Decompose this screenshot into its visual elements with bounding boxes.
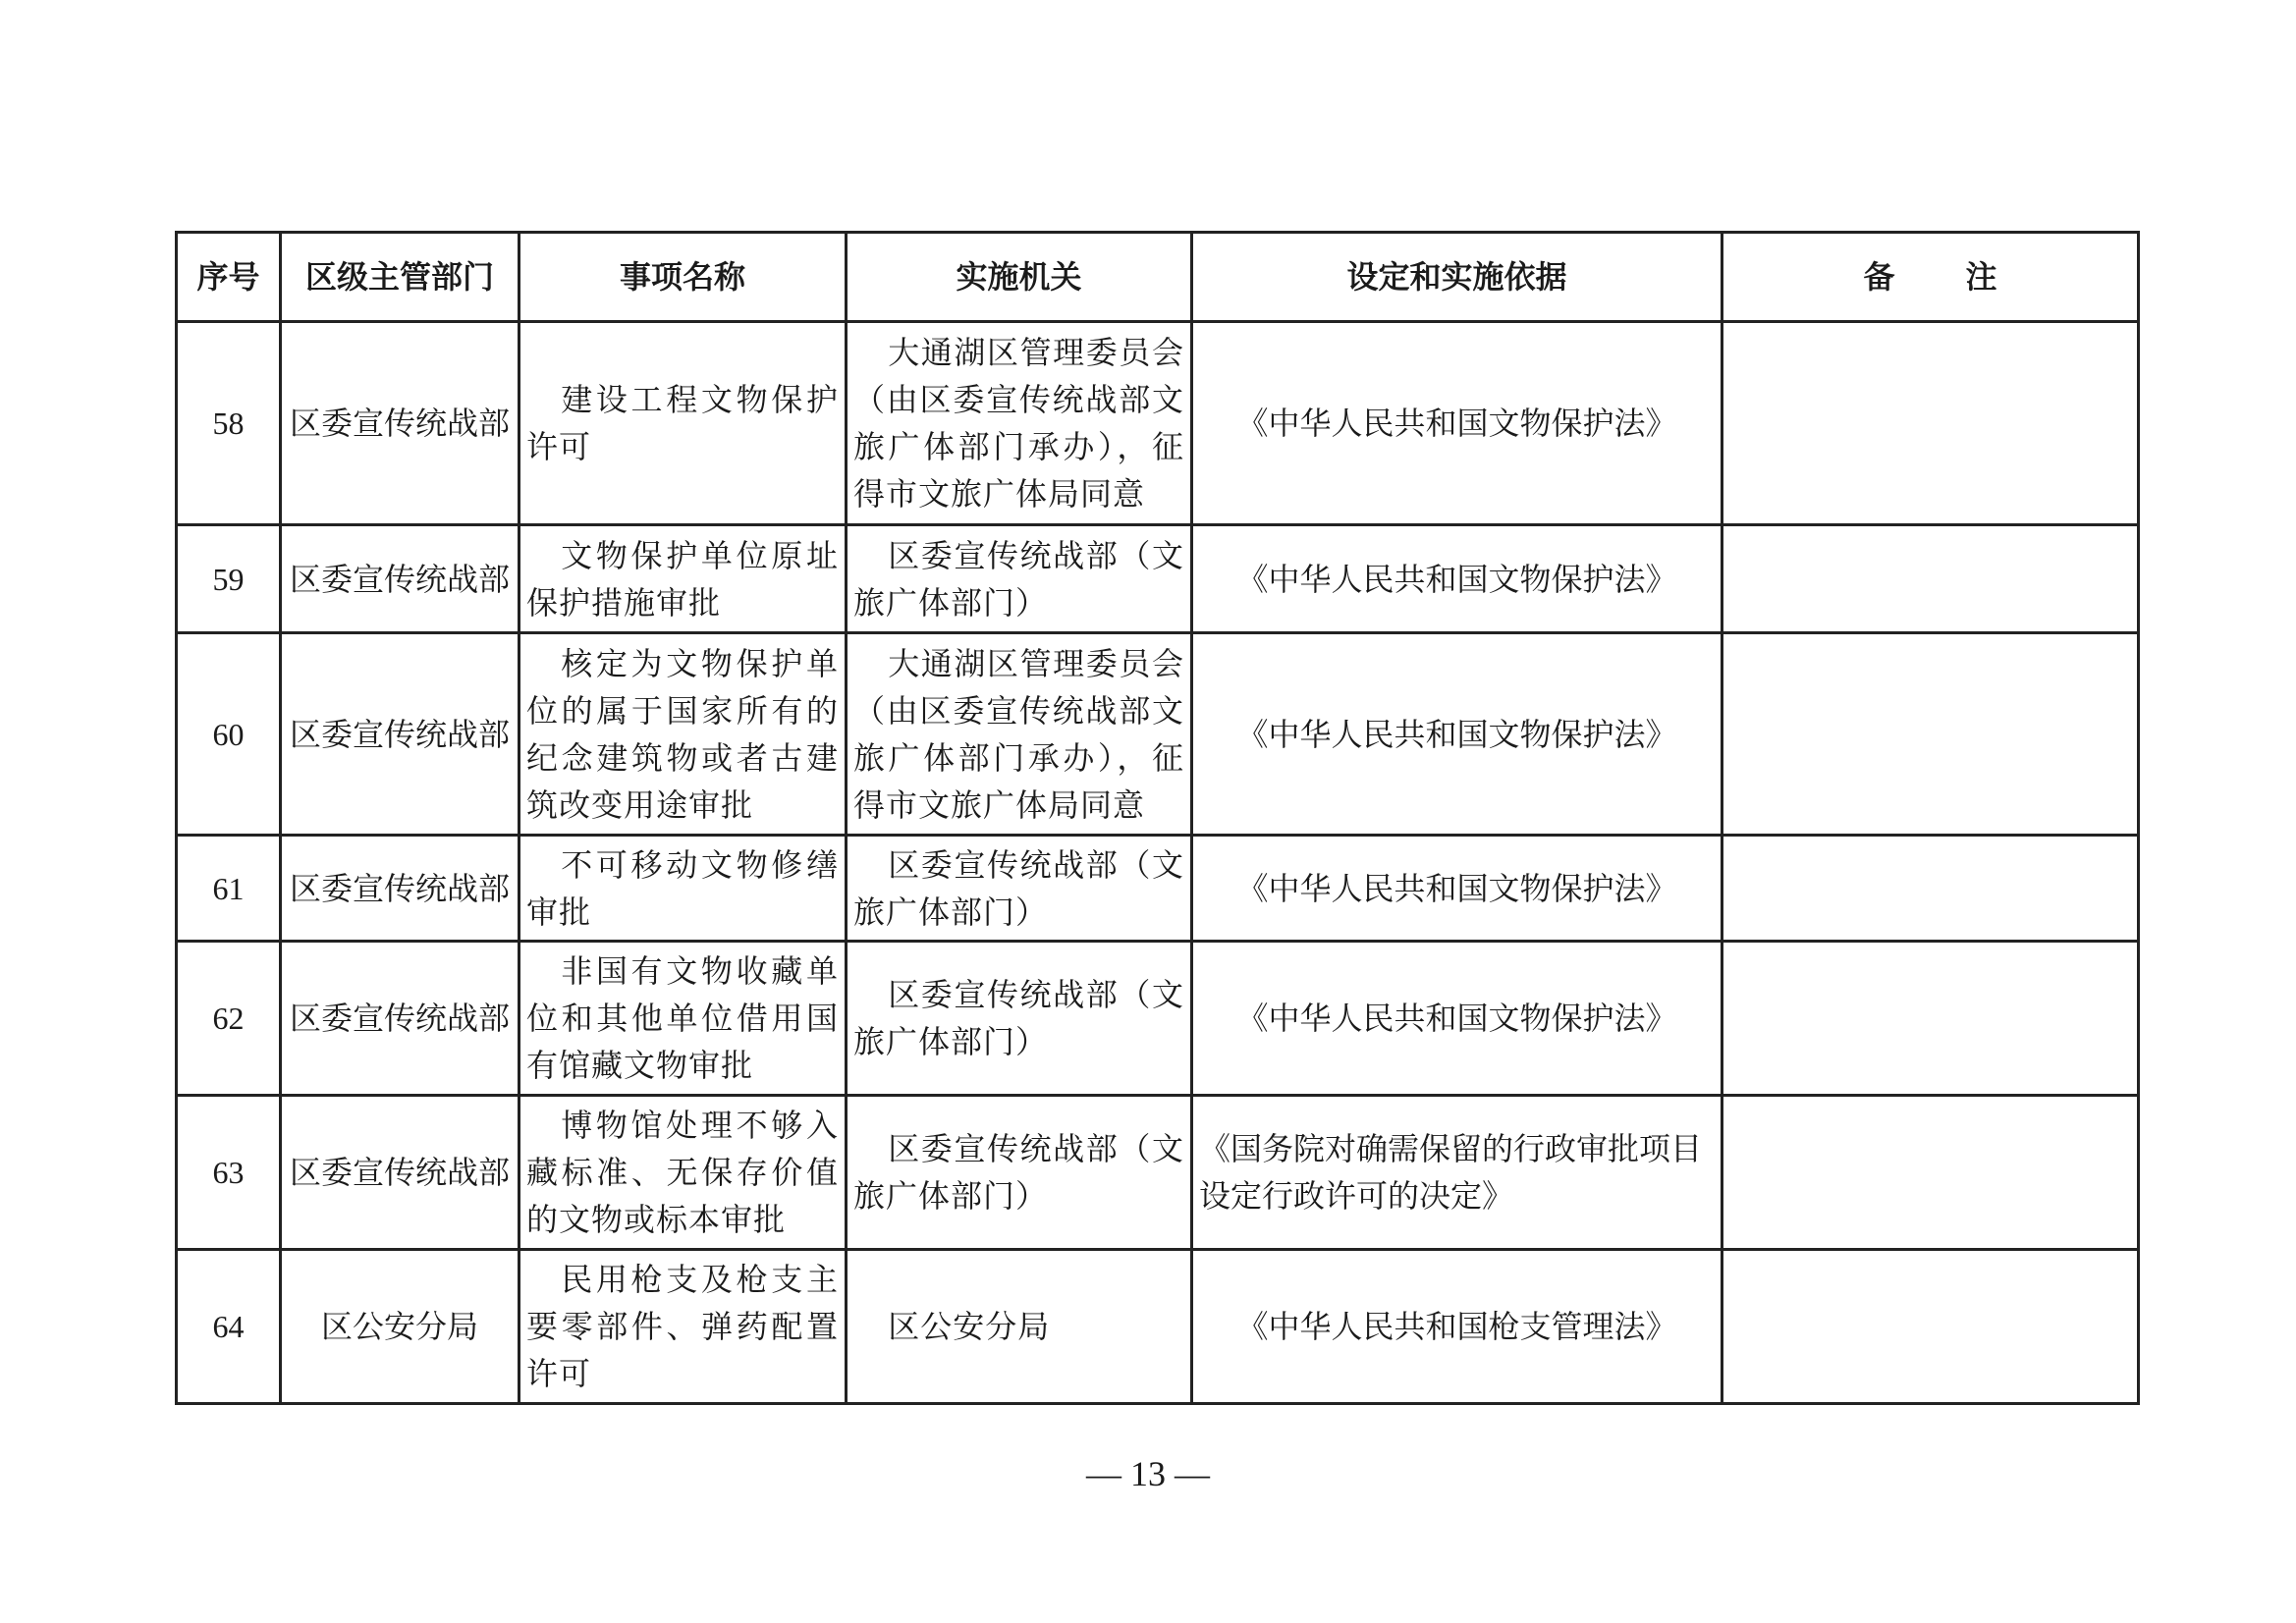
row-legal-basis: 《中华人民共和国文物保护法》	[1192, 633, 1722, 836]
row-implementing-agency: 区委宣传统战部（文旅广体部门）	[847, 836, 1192, 942]
row-remarks	[1722, 633, 2139, 836]
row-legal-basis: 《中华人民共和国文物保护法》	[1192, 322, 1722, 525]
row-department: 区委宣传统战部	[281, 836, 519, 942]
header-remarks: 备注	[1722, 233, 2139, 322]
header-implementing-agency: 实施机关	[847, 233, 1192, 322]
header-item-name: 事项名称	[519, 233, 847, 322]
row-remarks	[1722, 525, 2139, 633]
approval-items-table-container	[175, 231, 2140, 1405]
row-implementing-agency: 区委宣传统战部（文旅广体部门）	[847, 525, 1192, 633]
row-serial-number: 63	[177, 1096, 281, 1250]
table-row	[177, 525, 2139, 633]
row-item-name: 民用枪支及枪支主要零部件、弹药配置许可	[519, 1250, 847, 1404]
row-legal-basis: 《中华人民共和国文物保护法》	[1192, 525, 1722, 633]
table-row	[177, 1250, 2139, 1404]
table-row	[177, 942, 2139, 1096]
row-department: 区委宣传统战部	[281, 525, 519, 633]
row-implementing-agency: 大通湖区管理委员会（由区委宣传统战部文旅广体部门承办），征得市文旅广体局同意	[847, 633, 1192, 836]
row-item-name: 文物保护单位原址保护措施审批	[519, 525, 847, 633]
row-serial-number: 61	[177, 836, 281, 942]
row-serial-number: 62	[177, 942, 281, 1096]
row-item-name: 非国有文物收藏单位和其他单位借用国有馆藏文物审批	[519, 942, 847, 1096]
table-row	[177, 322, 2139, 525]
header-district-department: 区级主管部门	[281, 233, 519, 322]
header-legal-basis: 设定和实施依据	[1192, 233, 1722, 322]
row-item-name: 不可移动文物修缮审批	[519, 836, 847, 942]
row-legal-basis: 《国务院对确需保留的行政审批项目设定行政许可的决定》	[1192, 1096, 1722, 1250]
row-item-name: 建设工程文物保护许可	[519, 322, 847, 525]
row-legal-basis: 《中华人民共和国枪支管理法》	[1192, 1250, 1722, 1404]
row-department: 区委宣传统战部	[281, 1096, 519, 1250]
row-implementing-agency: 区委宣传统战部（文旅广体部门）	[847, 942, 1192, 1096]
row-implementing-agency: 区委宣传统战部（文旅广体部门）	[847, 1096, 1192, 1250]
row-implementing-agency: 大通湖区管理委员会（由区委宣传统战部文旅广体部门承办），征得市文旅广体局同意	[847, 322, 1192, 525]
table-header-row	[177, 233, 2139, 322]
row-remarks	[1722, 942, 2139, 1096]
header-serial-number: 序号	[177, 233, 281, 322]
row-serial-number: 59	[177, 525, 281, 633]
row-serial-number: 64	[177, 1250, 281, 1404]
row-serial-number: 58	[177, 322, 281, 525]
row-remarks	[1722, 1096, 2139, 1250]
row-department: 区委宣传统战部	[281, 942, 519, 1096]
table-row	[177, 1096, 2139, 1250]
table-row	[177, 836, 2139, 942]
row-serial-number: 60	[177, 633, 281, 836]
row-remarks	[1722, 836, 2139, 942]
row-remarks	[1722, 322, 2139, 525]
row-legal-basis: 《中华人民共和国文物保护法》	[1192, 942, 1722, 1096]
row-item-name: 博物馆处理不够入藏标准、无保存价值的文物或标本审批	[519, 1096, 847, 1250]
page-number: — 13 —	[1086, 1454, 1210, 1493]
table-row	[177, 633, 2139, 836]
row-department: 区公安分局	[281, 1250, 519, 1404]
row-department: 区委宣传统战部	[281, 322, 519, 525]
row-item-name: 核定为文物保护单位的属于国家所有的纪念建筑物或者古建筑改变用途审批	[519, 633, 847, 836]
row-implementing-agency: 区公安分局	[847, 1250, 1192, 1404]
row-legal-basis: 《中华人民共和国文物保护法》	[1192, 836, 1722, 942]
row-department: 区委宣传统战部	[281, 633, 519, 836]
approval-items-table	[175, 231, 2140, 1405]
row-remarks	[1722, 1250, 2139, 1404]
